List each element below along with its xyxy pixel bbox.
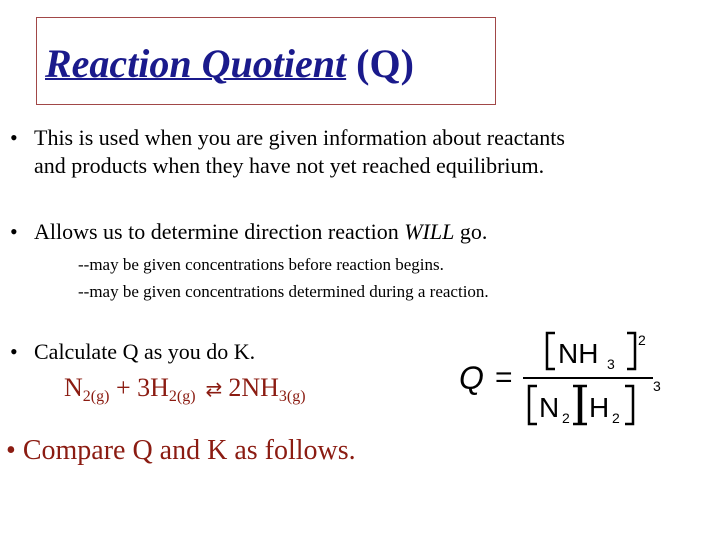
subpoint-during: --may be given concentrations determined during a reaction.: [78, 282, 489, 301]
compare-text: Compare Q and K as follows.: [22, 435, 356, 466]
denominator-n-subscript: 2: [562, 410, 570, 426]
equilibrium-arrow-icon: ⇄: [205, 377, 223, 401]
reactant-n: N: [64, 373, 83, 402]
bullet-line-2: and products when they have not yet reached equilibrium.: [34, 153, 545, 178]
bullet-mark: •: [10, 339, 18, 364]
reaction-equation: [64, 373, 306, 406]
denominator-left-bracket: [529, 386, 537, 424]
reactant-h: + 3H: [109, 373, 169, 402]
numerator-species: NH: [558, 338, 599, 369]
product-nh3-sub: 3(g): [278, 388, 306, 405]
denominator-right-bracket: [625, 386, 633, 424]
equals-sign: =: [495, 361, 513, 394]
direction-italic: WILL: [404, 219, 455, 244]
title-paren: (Q): [356, 41, 414, 86]
product-nh3: 2NH: [228, 373, 279, 402]
title-box: [36, 17, 496, 105]
compare-line: [6, 435, 356, 467]
q-expression: [455, 325, 675, 435]
reactant-n-sub: 2(g): [82, 388, 110, 405]
direction-after: go.: [454, 219, 488, 244]
numerator-subscript: 3: [607, 356, 615, 372]
reactant-h-sub: 2(g): [168, 388, 196, 405]
denominator-n: N: [539, 392, 560, 423]
bullet-line-1: This is used when you are given information about reactants: [34, 125, 565, 150]
denominator-exponent: 3: [653, 378, 661, 394]
denominator-h: H: [589, 392, 610, 423]
bullet-mark: •: [10, 219, 18, 244]
numerator-left-bracket: [547, 333, 555, 369]
bullet-direction-text: [34, 218, 487, 245]
denominator-h-subscript: 2: [612, 410, 620, 426]
title-main: Reaction Quotient: [45, 41, 347, 86]
compare-mark: •: [6, 435, 16, 466]
denominator-middle-brackets: [573, 386, 587, 424]
q-symbol: Q: [459, 360, 484, 396]
direction-before: Allows us to determine direction reaction: [34, 219, 405, 244]
numerator-exponent: 2: [638, 332, 646, 348]
bullet-calculate-text: Calculate Q as you do K.: [34, 339, 256, 364]
subpoint-before: --may be given concentrations before reaction begins.: [78, 255, 444, 274]
bullet-mark: •: [10, 125, 18, 150]
numerator-right-bracket: [627, 333, 635, 369]
slide-title: [45, 40, 414, 87]
